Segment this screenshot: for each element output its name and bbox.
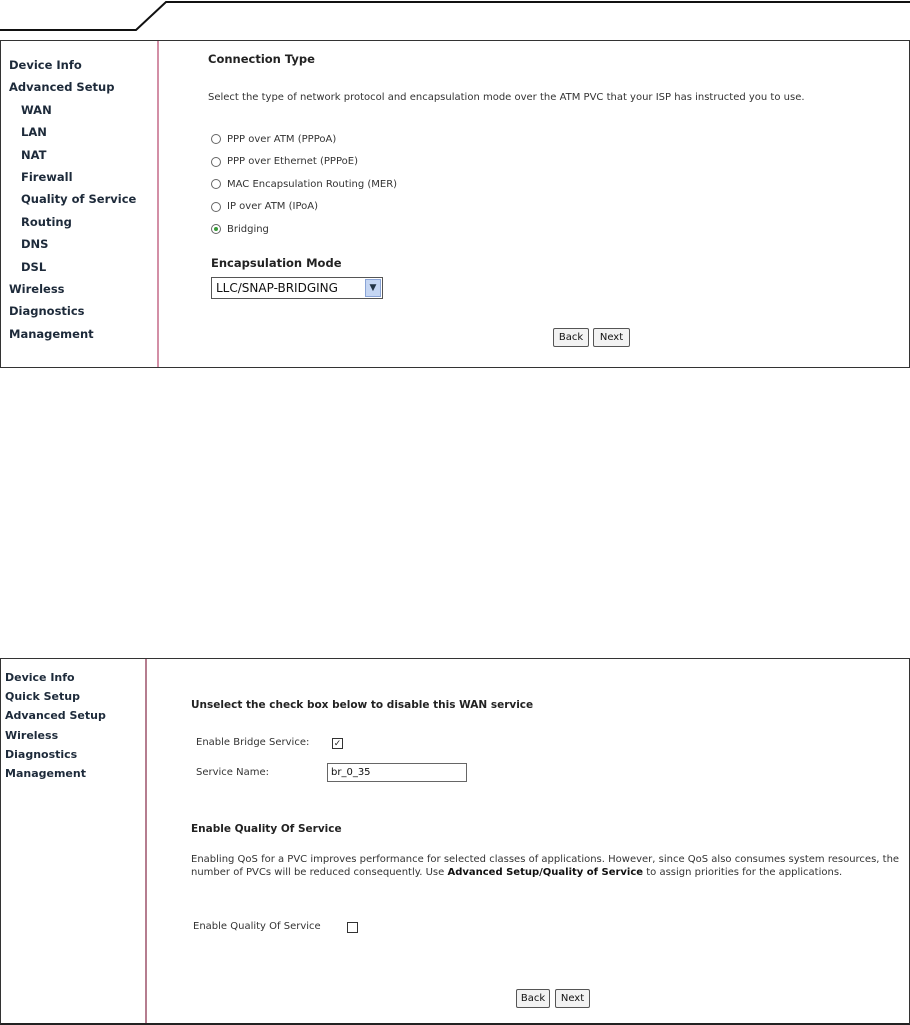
instructions-text: Select the type of network protocol and encapsulation mode over the ATM PVC that your ISP has instructed you to use.: [208, 92, 805, 103]
main-content: [161, 41, 909, 367]
sidebar-item-nat[interactable]: NAT: [21, 147, 47, 162]
sidebar-item-management[interactable]: Management: [9, 326, 94, 341]
sidebar-item-wireless[interactable]: Wireless: [5, 728, 59, 742]
encapsulation-mode-value: LLC/SNAP-BRIDGING: [216, 281, 338, 295]
sidebar-item-diagnostics[interactable]: Diagnostics: [5, 747, 78, 761]
page-title: Connection Type: [208, 52, 315, 66]
qos-settings-link-text: Advanced Setup/Quality of Service: [447, 867, 644, 878]
qos-description: Enabling QoS for a PVC improves performance for selected classes of applications. However, since QoS also consumes system resources, the number of PVCs will be reduced consequently. Use Advanced Setup/Quality of Service to assign priorities for the applications.: [191, 854, 900, 878]
qos-heading: Enable Quality Of Service: [191, 823, 342, 835]
wan-service-heading: Unselect the check box below to disable this WAN service: [191, 699, 534, 711]
connection-option[interactable]: [211, 220, 269, 238]
encapsulation-mode-label: Encapsulation Mode: [211, 256, 342, 270]
sidebar-item-dsl[interactable]: DSL: [21, 259, 47, 274]
sidebar-item-routing[interactable]: Routing: [21, 214, 72, 229]
sidebar: [1, 659, 147, 1023]
sidebar-item-wan[interactable]: WAN: [21, 102, 52, 117]
radio-button[interactable]: [211, 134, 221, 144]
radio-button[interactable]: [211, 157, 221, 167]
connection-option[interactable]: [211, 153, 358, 171]
radio-button[interactable]: [211, 179, 221, 189]
enable-qos-checkbox[interactable]: [347, 922, 358, 933]
sidebar-item-lan[interactable]: LAN: [21, 125, 47, 140]
connection-option[interactable]: [211, 130, 336, 148]
sidebar-item-wireless[interactable]: Wireless: [9, 281, 65, 296]
back-button[interactable]: Back: [516, 989, 550, 1008]
radio-button[interactable]: [211, 224, 221, 234]
header-tab-line: [0, 0, 910, 40]
sidebar-item-dns[interactable]: DNS: [21, 237, 49, 252]
enable-bridge-checkbox[interactable]: ✓: [333, 739, 342, 749]
connection-option[interactable]: [211, 198, 318, 216]
service-name-input[interactable]: br_0_35: [327, 763, 467, 782]
connection-option-label: IP over ATM (IPoA): [227, 201, 319, 212]
connection-option-label: PPP over ATM (PPPoA): [227, 133, 337, 145]
service-name-label: Service Name:: [196, 767, 270, 778]
sidebar-item-advanced-setup[interactable]: Advanced Setup: [9, 80, 115, 95]
sidebar-item-firewall[interactable]: Firewall: [21, 169, 73, 184]
sidebar-item-diagnostics[interactable]: Diagnostics: [9, 304, 85, 319]
connection-type-panel: [0, 40, 910, 368]
enable-bridge-label: Enable Bridge Service:: [196, 737, 310, 748]
connection-option-label: Bridging: [227, 223, 269, 235]
chevron-down-icon[interactable]: ▼: [365, 279, 381, 297]
connection-option[interactable]: [211, 175, 397, 193]
sidebar: [1, 41, 159, 367]
sidebar-item-device-info[interactable]: Device Info: [5, 671, 75, 684]
sidebar-item-device-info[interactable]: Device Info: [9, 58, 82, 72]
main-content: [149, 659, 909, 1023]
sidebar-item-management[interactable]: Management: [5, 766, 86, 780]
sidebar-item-quality-of-service[interactable]: Quality of Service: [21, 192, 137, 207]
enable-qos-label: Enable Quality Of Service: [193, 921, 321, 932]
sidebar-item-quick-setup[interactable]: Quick Setup: [5, 690, 80, 704]
radio-button[interactable]: [211, 202, 221, 212]
encapsulation-mode-select[interactable]: [211, 277, 383, 299]
back-button[interactable]: Back: [553, 328, 589, 347]
wan-service-panel: [0, 658, 910, 1025]
connection-option-label: MAC Encapsulation Routing (MER): [227, 178, 398, 190]
next-button[interactable]: Next: [555, 989, 590, 1008]
sidebar-nav: [1, 41, 157, 345]
sidebar-item-advanced-setup[interactable]: Advanced Setup: [5, 709, 106, 723]
next-button[interactable]: Next: [593, 328, 630, 347]
sidebar-nav: [1, 659, 145, 783]
connection-option-label: PPP over Ethernet (PPPoE): [227, 156, 358, 167]
